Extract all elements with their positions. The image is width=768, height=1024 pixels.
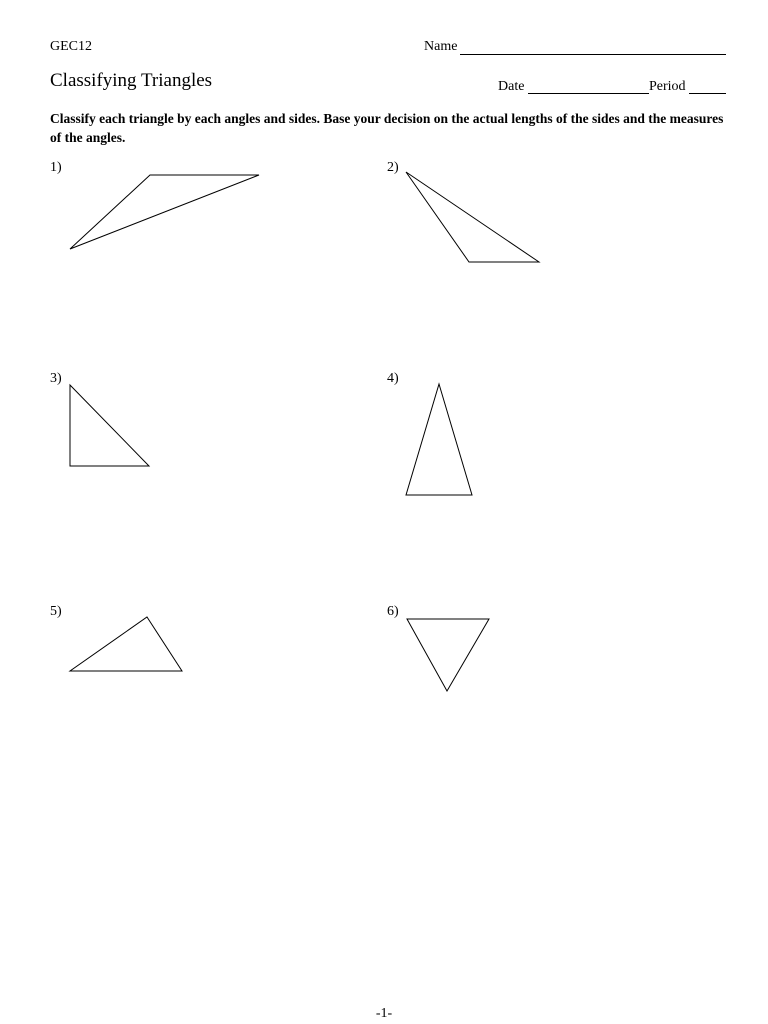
question-number-1: 1) [50, 160, 62, 175]
triangle-4 [406, 384, 472, 495]
question-number-2: 2) [387, 160, 399, 175]
period-label: Period [649, 79, 686, 94]
triangle-5 [70, 617, 182, 671]
question-number-3: 3) [50, 371, 62, 386]
instructions: Classify each triangle by each angles and sides. Base your decision on the actual lengths of the sides and the measures of the angles. [50, 111, 724, 145]
page-number: -1- [375, 1006, 393, 1021]
date-label: Date [498, 79, 525, 94]
name-label: Name [424, 39, 458, 54]
triangle-1 [70, 175, 259, 249]
question-number-5: 5) [50, 604, 62, 619]
worksheet-title: Classifying Triangles [50, 70, 213, 91]
triangle-6 [407, 619, 489, 691]
question-number-4: 4) [387, 371, 399, 386]
triangle-2 [406, 172, 539, 262]
course-code: GEC12 [50, 39, 92, 54]
question-number-6: 6) [387, 604, 399, 619]
triangle-3 [70, 385, 149, 466]
